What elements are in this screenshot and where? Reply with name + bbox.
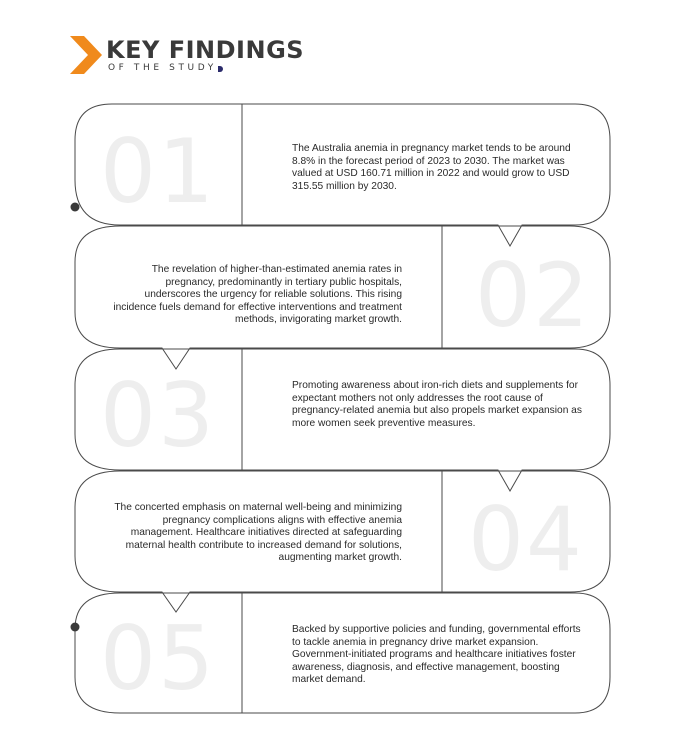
connector-dot-top [71, 203, 80, 212]
connector-dot-bottom [71, 623, 80, 632]
finding-text-01: The Australia anemia in pregnancy market tends to be around 8.8% in the forecast period of 2023 to 2030. The market was valued at USD 160.71 million in 2022 and would grow to USD 315.55 million by 2030. [292, 143, 571, 192]
page-subtitle: OF THE STUDY [108, 63, 217, 73]
finding-text-02: The revelation of higher-than-estimated anemia rates in pregnancy, predominantly in tertiary public hospitals, underscores the urgency for reliable solutions. This rising incidence fuels demand for effective interventions and treatment methods, invigorating market growth. [113, 264, 402, 325]
finding-number-02: 02 [475, 244, 591, 347]
finding-number-01: 01 [100, 120, 216, 223]
finding-number-03: 03 [100, 364, 216, 467]
page-title: KEY FINDINGS [106, 36, 305, 64]
finding-text-05: Backed by supportive policies and funding, governmental efforts to tackle anemia in pregnancy drive market expansion. Government-initiated programs and healthcare initiatives foster awareness, diagnosis, and effective management, boosting market demand. [292, 624, 581, 685]
finding-text-04: The concerted emphasis on maternal well-being and minimizing pregnancy complications aligns with effective anemia management. Healthcare initiatives directed at safeguarding maternal health contribute to increased demand for solutions, augmenting market growth. [114, 502, 402, 563]
finding-number-04: 04 [468, 488, 584, 591]
finding-number-05: 05 [100, 607, 216, 710]
finding-text-03: Promoting awareness about iron-rich diets and supplements for expectant mothers not only addresses the root cause of pregnancy-related anemia but also propels market expansion as more women seek preventive measures. [292, 380, 582, 429]
